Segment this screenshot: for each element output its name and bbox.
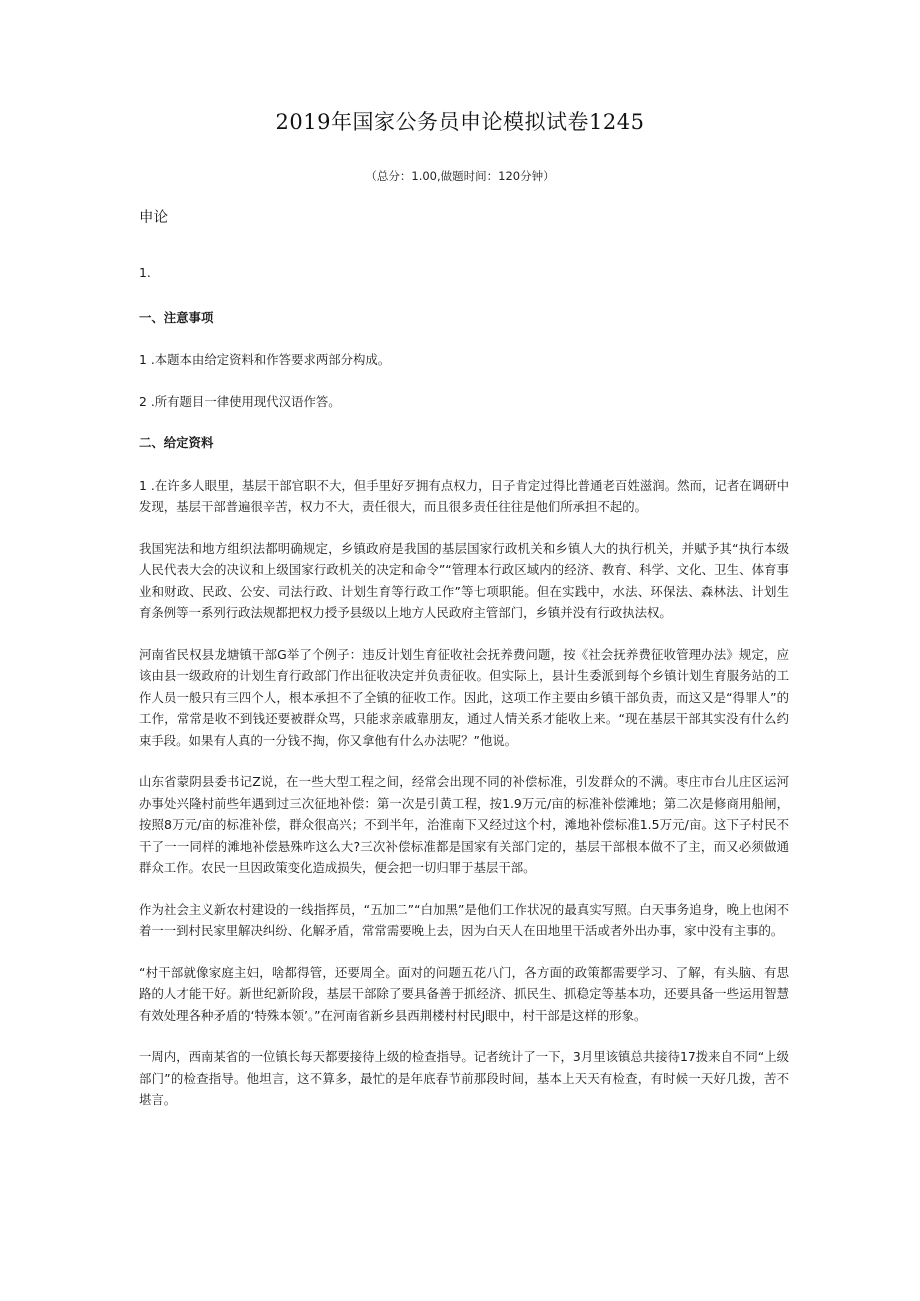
- material-paragraph: “村干部就像家庭主妇，啥都得管，还要周全。面对的问题五花八门，各方面的政策都需要学习、了解，有头脑、有思路的人才能干好。新世纪新阶段，基层干部除了要具备善于抓经济、抓民生、抓稳定等基本功，还要具备一些运用智慧有效处理各种矛盾的‘特殊本领’。”在河南省新乡县西荆楼村村民J眼中，村干部是这样的形象。: [139, 964, 789, 1023]
- document-title: 2019年国家公务员申论模拟试卷1245: [275, 110, 645, 134]
- section-label: 申论: [139, 210, 168, 226]
- material-paragraph: 1 .在许多人眼里，基层干部官职不大，但手里好歹拥有点权力，日子肯定过得比普通老百姓滋润。然而，记者在调研中发现，基层干部普遍很辛苦，权力不大，责任很大，而且很多责任往往是他们所承担不起的。: [139, 477, 789, 514]
- material-heading: 二、给定资料: [139, 435, 214, 450]
- material-paragraph: 作为社会主义新农村建设的一线指挥员，“五加二”“白加黑”是他们工作状况的最真实写照。白天事务追身，晚上也闲不着一一到村民家里解决纠纷、化解矛盾，常常需要晚上去，因为白天人在田地里干活或者外出办事，家中没有主事的。: [139, 901, 789, 938]
- notice-item: 1 .本题本由给定资料和作答要求两部分构成。: [139, 352, 391, 367]
- material-paragraph: 山东省蒙阴县委书记Z说，在一些大型工程之间，经常会出现不同的补偿标准，引发群众的不满。枣庄市台儿庄区运河办事处兴隆村前些年遇到过三次征地补偿：第一次是引黄工程，按1.9万元/亩的标准补偿滩地；第二次是修商用船闸，按照8万元/亩的标准补偿，群众很高兴；不到半年，治淮南下又经过这个村，滩地补偿标准1.5万元/亩。这下子村民不干了一一同样的滩地补偿悬殊咋这么大?三次补偿标准都是国家有关部门定的，基层干部根本做不了主，而又必须做通群众工作。农民一旦因政策变化造成损失，便会把一切归罪于基层干部。: [139, 774, 789, 875]
- material-paragraph: 河南省民权县龙塘镇干部G举了个例子：违反计划生育征收社会抚养费问题，按《社会抚养费征收管理办法》规定，应该由县一级政府的计划生育行政部门作出征收决定并负责征收。但实际上，县计生委派到每个乡镇计划生育服务站的工作人员一般只有三四个人，根本承担不了全镇的征收工作。因此，这项工作主要由乡镇干部负责，而这又是“得罪人”的工作，常常是收不到钱还要被群众骂，只能求亲戚靠朋友，通过人情关系才能收上来。“现在基层干部其实没有什么约束手段。如果有人真的一分钱不掏，你又拿他有什么办法呢？”他说。: [139, 646, 789, 748]
- question-number: 1.: [139, 265, 151, 280]
- notice-heading: 一、注意事项: [139, 309, 214, 325]
- document-body: [139, 262, 789, 1131]
- material-paragraph: 一周内，西南某省的一位镇长每天都要接待上级的检查指导。记者统计了一下，3月里该镇总共接待17拨来自不同“上级部门”的检查指导。他坦言，这不算多，最忙的是年底春节前那段时间，基本上天天有检查，有时候一天好几拨，苦不堪言。: [139, 1049, 789, 1107]
- exam-info: （总分：1.00,做题时间：120分钟）: [365, 169, 555, 183]
- notice-item: 2 .所有题目一律使用现代汉语作答。: [139, 393, 341, 409]
- material-paragraph: 我国宪法和地方组织法都明确规定，乡镇政府是我国的基层国家行政机关和乡镇人大的执行机关，并赋予其“执行本级人民代表大会的决议和上级国家行政机关的决定和命令”“管理本行政区域内的经济、教育、科学、文化、卫生、体育事业和财政、民政、公安、司法行政、计划生育等行政工作”等七项职能。但在实践中，水法、环保法、森林法、计划生育条例等一系列行政法规都把权力授予县级以上地方人民政府主管部门，乡镇并没有行政执法权。: [139, 540, 789, 620]
